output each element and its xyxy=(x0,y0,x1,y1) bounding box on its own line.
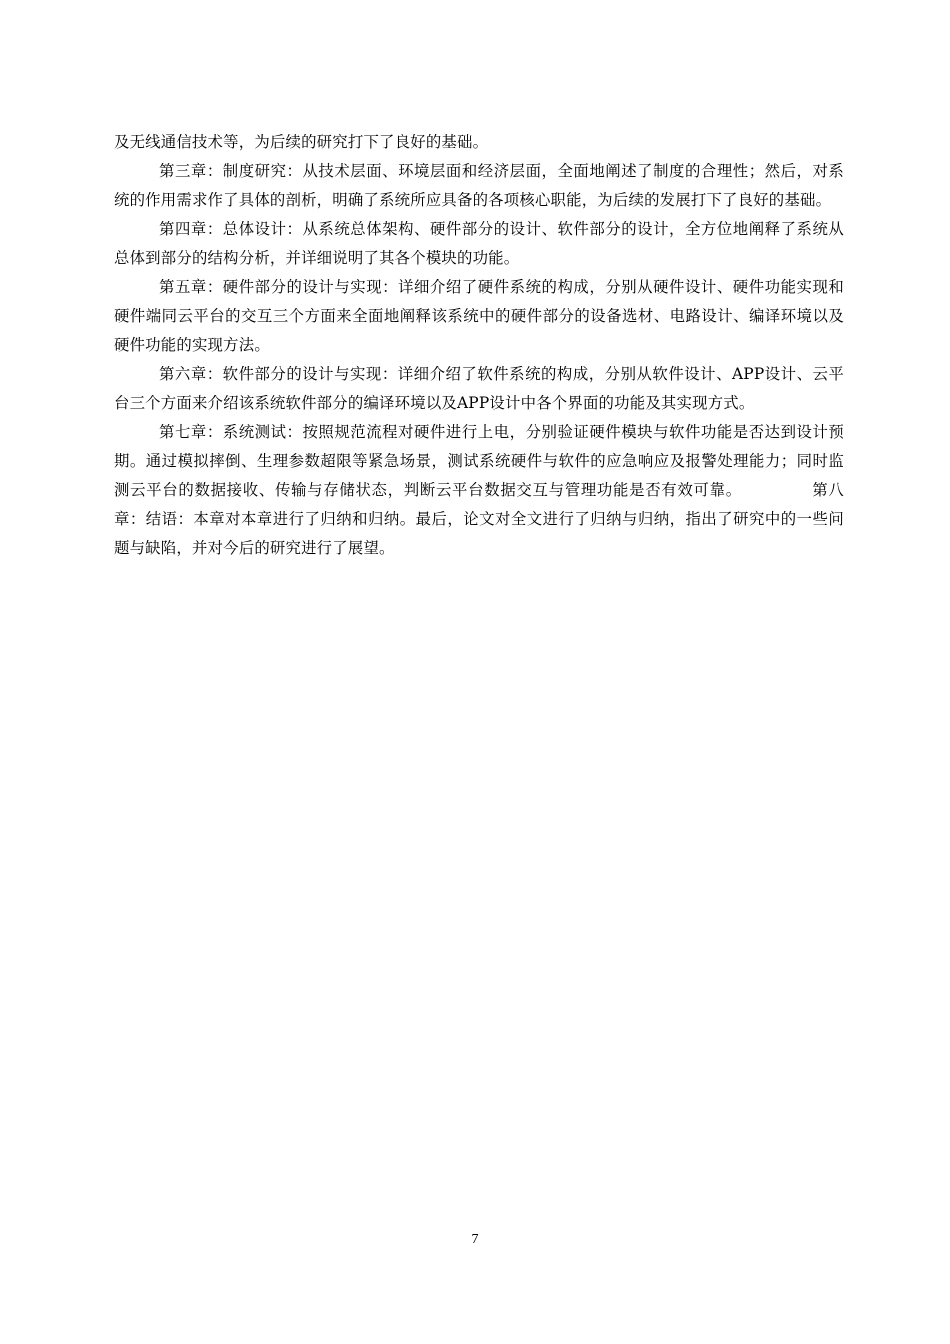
paragraph-chapter-5: 第五章：硬件部分的设计与实现：详细介绍了硬件系统的构成，分别从硬件设计、硬件功能实现和硬件端同云平台的交互三个方面来全面地阐释该系统中的硬件部分的设备选材、电路设计、编译环境以及硬件功能的实现方法。 xyxy=(114,278,844,354)
paragraph-chapter-4: 第四章：总体设计：从系统总体架构、硬件部分的设计、软件部分的设计，全方位地阐释了系统从总体到部分的结构分析，并详细说明了其各个模块的功能。 xyxy=(114,220,844,267)
paragraph-chapter-6: 第六章：软件部分的设计与实现：详细介绍了软件系统的构成，分别从软件设计、APP设计、云平台三个方面来介绍该系统软件部分的编译环境以及APP设计中各个界面的功能及其实现方式。 xyxy=(114,365,844,412)
body-text xyxy=(114,128,844,563)
paragraph-chapter-7-8 xyxy=(114,418,844,563)
paragraph-continuation: 及无线通信技术等，为后续的研究打下了良好的基础。 xyxy=(114,133,489,151)
paragraph-chapter-3: 第三章：制度研究：从技术层面、环境层面和经济层面，全面地阐述了制度的合理性；然后，对系统的作用需求作了具体的剖析，明确了系统所应具备的各项核心职能，为后续的发展打下了良好的基础。 xyxy=(114,162,844,209)
page-number: 7 xyxy=(471,1232,479,1247)
chapter-8-text: 第八章：结语：本章对本章进行了归纳和归纳。最后，论文对全文进行了归纳与归纳，指出了研究中的一些问题与缺陷，并对今后的研究进行了展望。 xyxy=(114,481,844,557)
chapter-7-text: 第七章：系统测试：按照规范流程对硬件进行上电，分别验证硬件模块与软件功能是否达到设计预期。通过模拟摔倒、生理参数超限等紧急场景，测试系统硬件与软件的应急响应及报警处理能力；同时监测云平台的数据接收、传输与存储状态，判断云平台数据交互与管理功能是否有效可靠。 xyxy=(114,423,844,499)
